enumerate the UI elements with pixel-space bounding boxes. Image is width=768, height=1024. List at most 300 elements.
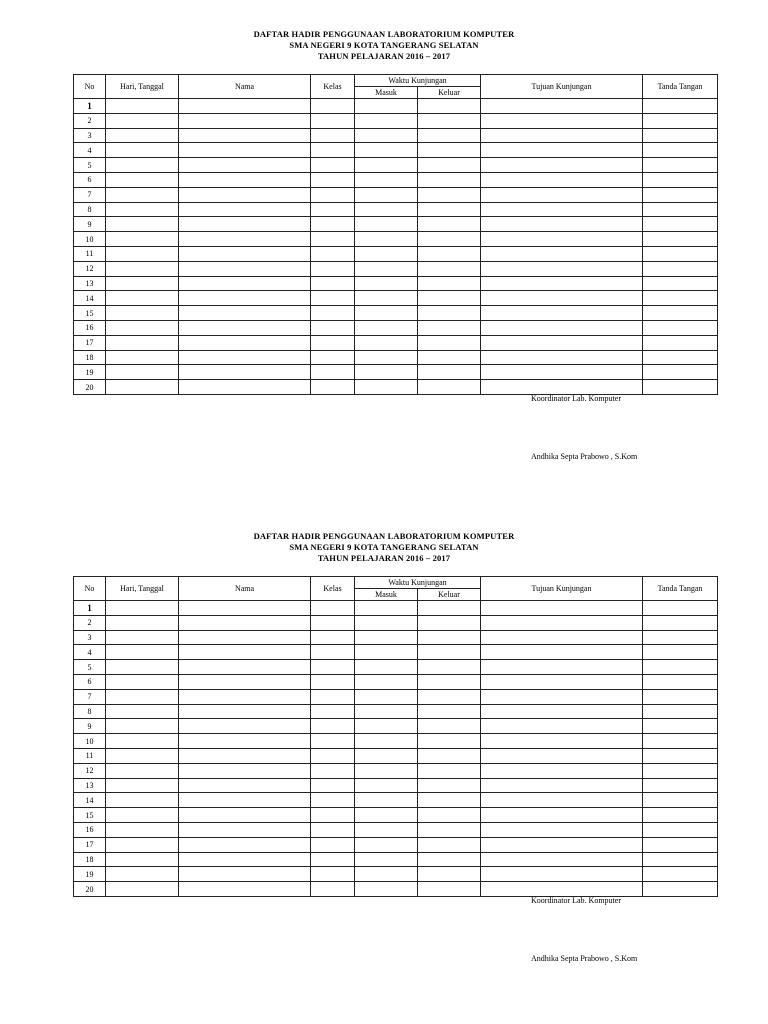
entry-cell[interactable] [179,645,311,660]
entry-cell[interactable] [418,867,481,882]
entry-cell[interactable] [106,172,179,187]
entry-cell[interactable] [418,380,481,395]
entry-cell[interactable] [179,335,311,350]
entry-cell[interactable] [355,704,418,719]
entry-cell[interactable] [418,365,481,380]
entry-cell[interactable] [643,852,718,867]
entry-cell[interactable] [355,601,418,616]
entry-cell[interactable] [311,128,355,143]
entry-cell[interactable] [643,882,718,897]
entry-cell[interactable] [311,276,355,291]
entry-cell[interactable] [106,734,179,749]
entry-cell[interactable] [418,645,481,660]
entry-cell[interactable] [179,365,311,380]
entry-cell[interactable] [179,187,311,202]
entry-cell[interactable] [311,660,355,675]
col-header-hari-tanggal: Hari, Tanggal [106,75,179,99]
entry-cell[interactable] [643,320,718,335]
entry-cell[interactable] [311,867,355,882]
entry-cell[interactable] [481,172,643,187]
entry-cell[interactable] [481,615,643,630]
entry-cell[interactable] [311,793,355,808]
entry-cell[interactable] [643,261,718,276]
entry-cell[interactable] [311,689,355,704]
entry-cell[interactable] [643,719,718,734]
entry-cell[interactable] [106,822,179,837]
entry-cell[interactable] [106,882,179,897]
entry-cell[interactable] [106,867,179,882]
entry-cell[interactable] [418,763,481,778]
entry-cell[interactable] [418,837,481,852]
row-number: 17 [74,837,106,852]
entry-cell[interactable] [179,822,311,837]
entry-cell[interactable] [481,113,643,128]
entry-cell[interactable] [481,350,643,365]
entry-cell[interactable] [418,660,481,675]
entry-cell[interactable] [311,380,355,395]
entry-cell[interactable] [355,187,418,202]
entry-cell[interactable] [179,808,311,823]
entry-cell[interactable] [106,202,179,217]
row-number: 10 [74,232,106,247]
entry-cell[interactable] [355,291,418,306]
entry-cell[interactable] [311,187,355,202]
table-row [74,778,718,793]
entry-cell[interactable] [179,601,311,616]
entry-cell[interactable] [643,232,718,247]
col-header-tanda-tangan: Tanda Tangan [643,75,718,99]
entry-cell[interactable] [179,734,311,749]
row-number: 9 [74,719,106,734]
entry-cell[interactable] [481,261,643,276]
entry-cell[interactable] [311,320,355,335]
entry-cell[interactable] [179,778,311,793]
entry-cell[interactable] [179,202,311,217]
entry-cell[interactable] [481,246,643,261]
entry-cell[interactable] [179,291,311,306]
entry-cell[interactable] [481,99,643,114]
entry-cell[interactable] [106,630,179,645]
entry-cell[interactable] [481,232,643,247]
entry-cell[interactable] [106,276,179,291]
entry-cell[interactable] [418,689,481,704]
entry-cell[interactable] [311,246,355,261]
entry-cell[interactable] [355,867,418,882]
entry-cell[interactable] [179,276,311,291]
entry-cell[interactable] [106,335,179,350]
entry-cell[interactable] [311,763,355,778]
entry-cell[interactable] [311,748,355,763]
entry-cell[interactable] [355,261,418,276]
entry-cell[interactable] [179,852,311,867]
entry-cell[interactable] [481,882,643,897]
entry-cell[interactable] [311,232,355,247]
entry-cell[interactable] [106,99,179,114]
row-number: 9 [74,217,106,232]
entry-cell[interactable] [643,867,718,882]
entry-cell[interactable] [418,674,481,689]
entry-cell[interactable] [643,172,718,187]
entry-cell[interactable] [355,748,418,763]
entry-cell[interactable] [311,217,355,232]
entry-cell[interactable] [355,719,418,734]
entry-cell[interactable] [643,645,718,660]
entry-cell[interactable] [106,793,179,808]
entry-cell[interactable] [311,261,355,276]
entry-cell[interactable] [418,232,481,247]
entry-cell[interactable] [643,217,718,232]
entry-cell[interactable] [418,748,481,763]
entry-cell[interactable] [418,99,481,114]
col-header-hari-tanggal: Hari, Tanggal [106,577,179,601]
entry-cell[interactable] [643,246,718,261]
entry-cell[interactable] [106,601,179,616]
entry-cell[interactable] [418,793,481,808]
entry-cell[interactable] [418,172,481,187]
entry-cell[interactable] [643,335,718,350]
entry-cell[interactable] [355,350,418,365]
entry-cell[interactable] [481,291,643,306]
entry-cell[interactable] [179,306,311,321]
entry-cell[interactable] [418,615,481,630]
entry-cell[interactable] [179,867,311,882]
entry-cell[interactable] [481,763,643,778]
entry-cell[interactable] [106,778,179,793]
entry-cell[interactable] [418,261,481,276]
entry-cell[interactable] [106,158,179,173]
entry-cell[interactable] [106,143,179,158]
entry-cell[interactable] [179,763,311,778]
entry-cell[interactable] [418,734,481,749]
entry-cell[interactable] [418,335,481,350]
entry-cell[interactable] [643,808,718,823]
entry-cell[interactable] [106,660,179,675]
entry-cell[interactable] [106,113,179,128]
entry-cell[interactable] [355,615,418,630]
entry-cell[interactable] [481,187,643,202]
entry-cell[interactable] [106,246,179,261]
entry-cell[interactable] [643,99,718,114]
row-number: 20 [74,882,106,897]
entry-cell[interactable] [106,674,179,689]
entry-cell[interactable] [179,113,311,128]
entry-cell[interactable] [179,217,311,232]
entry-cell[interactable] [481,660,643,675]
entry-cell[interactable] [481,852,643,867]
entry-cell[interactable] [643,202,718,217]
entry-cell[interactable] [355,128,418,143]
entry-cell[interactable] [643,674,718,689]
entry-cell[interactable] [418,187,481,202]
entry-cell[interactable] [179,172,311,187]
entry-cell[interactable] [106,852,179,867]
entry-cell[interactable] [643,187,718,202]
entry-cell[interactable] [179,261,311,276]
entry-cell[interactable] [481,143,643,158]
entry-cell[interactable] [418,808,481,823]
entry-cell[interactable] [311,704,355,719]
entry-cell[interactable] [418,113,481,128]
entry-cell[interactable] [418,202,481,217]
entry-cell[interactable] [418,246,481,261]
entry-cell[interactable] [643,158,718,173]
entry-cell[interactable] [643,660,718,675]
entry-cell[interactable] [355,246,418,261]
entry-cell[interactable] [106,232,179,247]
entry-cell[interactable] [311,99,355,114]
entry-cell[interactable] [311,882,355,897]
entry-cell[interactable] [311,630,355,645]
entry-cell[interactable] [355,837,418,852]
entry-cell[interactable] [311,143,355,158]
entry-cell[interactable] [355,99,418,114]
table-row [74,630,718,645]
entry-cell[interactable] [643,763,718,778]
entry-cell[interactable] [418,320,481,335]
entry-cell[interactable] [643,793,718,808]
entry-cell[interactable] [418,350,481,365]
entry-cell[interactable] [418,276,481,291]
entry-cell[interactable] [179,660,311,675]
entry-cell[interactable] [106,808,179,823]
entry-cell[interactable] [481,630,643,645]
entry-cell[interactable] [311,306,355,321]
entry-cell[interactable] [106,291,179,306]
entry-cell[interactable] [481,837,643,852]
entry-cell[interactable] [106,748,179,763]
entry-cell[interactable] [355,320,418,335]
entry-cell[interactable] [179,380,311,395]
entry-cell[interactable] [179,158,311,173]
entry-cell[interactable] [643,380,718,395]
entry-cell[interactable] [355,734,418,749]
entry-cell[interactable] [481,734,643,749]
entry-cell[interactable] [355,822,418,837]
entry-cell[interactable] [481,601,643,616]
entry-cell[interactable] [355,674,418,689]
entry-cell[interactable] [355,882,418,897]
entry-cell[interactable] [179,320,311,335]
entry-cell[interactable] [106,645,179,660]
entry-cell[interactable] [106,365,179,380]
entry-cell[interactable] [179,689,311,704]
entry-cell[interactable] [179,630,311,645]
entry-cell[interactable] [643,128,718,143]
entry-cell[interactable] [643,615,718,630]
entry-cell[interactable] [179,246,311,261]
entry-cell[interactable] [106,719,179,734]
entry-cell[interactable] [311,778,355,793]
entry-cell[interactable] [481,689,643,704]
entry-cell[interactable] [311,734,355,749]
entry-cell[interactable] [106,187,179,202]
entry-cell[interactable] [106,320,179,335]
signature-role: Koordinator Lab. Komputer [531,394,621,403]
entry-cell[interactable] [179,128,311,143]
entry-cell[interactable] [355,808,418,823]
entry-cell[interactable] [179,719,311,734]
entry-cell[interactable] [481,335,643,350]
entry-cell[interactable] [481,674,643,689]
entry-cell[interactable] [418,852,481,867]
entry-cell[interactable] [643,630,718,645]
entry-cell[interactable] [643,276,718,291]
entry-cell[interactable] [418,822,481,837]
entry-cell[interactable] [106,380,179,395]
entry-cell[interactable] [106,763,179,778]
entry-cell[interactable] [311,335,355,350]
entry-cell[interactable] [311,645,355,660]
entry-cell[interactable] [355,172,418,187]
entry-cell[interactable] [481,793,643,808]
entry-cell[interactable] [311,113,355,128]
entry-cell[interactable] [355,645,418,660]
row-number: 18 [74,852,106,867]
entry-cell[interactable] [355,113,418,128]
entry-cell[interactable] [179,350,311,365]
entry-cell[interactable] [481,365,643,380]
entry-cell[interactable] [311,350,355,365]
entry-cell[interactable] [643,601,718,616]
entry-cell[interactable] [418,719,481,734]
entry-cell[interactable] [179,232,311,247]
entry-cell[interactable] [643,143,718,158]
entry-cell[interactable] [355,232,418,247]
entry-cell[interactable] [643,689,718,704]
entry-cell[interactable] [355,143,418,158]
entry-cell[interactable] [355,158,418,173]
form-header [0,531,768,564]
entry-cell[interactable] [179,674,311,689]
entry-cell[interactable] [179,143,311,158]
entry-cell[interactable] [481,808,643,823]
entry-cell[interactable] [643,113,718,128]
entry-cell[interactable] [418,158,481,173]
entry-cell[interactable] [355,660,418,675]
row-number: 14 [74,291,106,306]
table-row [74,660,718,675]
entry-cell[interactable] [481,202,643,217]
entry-cell[interactable] [643,837,718,852]
entry-cell[interactable] [106,261,179,276]
entry-cell[interactable] [311,365,355,380]
entry-cell[interactable] [418,217,481,232]
entry-cell[interactable] [355,763,418,778]
entry-cell[interactable] [643,350,718,365]
entry-cell[interactable] [355,852,418,867]
entry-cell[interactable] [643,822,718,837]
entry-cell[interactable] [106,704,179,719]
entry-cell[interactable] [481,306,643,321]
entry-cell[interactable] [355,365,418,380]
entry-cell[interactable] [179,793,311,808]
entry-cell[interactable] [481,158,643,173]
entry-cell[interactable] [481,645,643,660]
entry-cell[interactable] [481,822,643,837]
entry-cell[interactable] [643,734,718,749]
entry-cell[interactable] [179,704,311,719]
entry-cell[interactable] [481,748,643,763]
entry-cell[interactable] [179,615,311,630]
entry-cell[interactable] [418,882,481,897]
entry-cell[interactable] [311,172,355,187]
entry-cell[interactable] [106,306,179,321]
entry-cell[interactable] [418,778,481,793]
entry-cell[interactable] [106,837,179,852]
entry-cell[interactable] [106,128,179,143]
entry-cell[interactable] [481,276,643,291]
entry-cell[interactable] [481,380,643,395]
entry-cell[interactable] [418,630,481,645]
table-row [74,837,718,852]
entry-cell[interactable] [179,837,311,852]
entry-cell[interactable] [418,143,481,158]
entry-cell[interactable] [643,291,718,306]
entry-cell[interactable] [481,719,643,734]
entry-cell[interactable] [418,306,481,321]
entry-cell[interactable] [481,217,643,232]
entry-cell[interactable] [355,202,418,217]
entry-cell[interactable] [643,704,718,719]
entry-cell[interactable] [418,704,481,719]
entry-cell[interactable] [355,276,418,291]
entry-cell[interactable] [311,291,355,306]
entry-cell[interactable] [311,837,355,852]
entry-cell[interactable] [481,128,643,143]
entry-cell[interactable] [418,601,481,616]
entry-cell[interactable] [311,601,355,616]
entry-cell[interactable] [418,128,481,143]
entry-cell[interactable] [643,778,718,793]
entry-cell[interactable] [643,365,718,380]
row-number: 19 [74,867,106,882]
entry-cell[interactable] [355,380,418,395]
entry-cell[interactable] [355,630,418,645]
entry-cell[interactable] [311,852,355,867]
entry-cell[interactable] [481,867,643,882]
entry-cell[interactable] [481,704,643,719]
entry-cell[interactable] [106,689,179,704]
entry-cell[interactable] [311,719,355,734]
entry-cell[interactable] [355,689,418,704]
entry-cell[interactable] [311,158,355,173]
entry-cell[interactable] [643,748,718,763]
entry-cell[interactable] [179,748,311,763]
table-row [74,704,718,719]
row-number: 6 [74,172,106,187]
entry-cell[interactable] [311,202,355,217]
entry-cell[interactable] [481,320,643,335]
entry-cell[interactable] [311,822,355,837]
entry-cell[interactable] [106,217,179,232]
entry-cell[interactable] [179,882,311,897]
entry-cell[interactable] [311,808,355,823]
entry-cell[interactable] [418,291,481,306]
entry-cell[interactable] [355,793,418,808]
entry-cell[interactable] [643,306,718,321]
entry-cell[interactable] [106,615,179,630]
entry-cell[interactable] [311,674,355,689]
entry-cell[interactable] [355,778,418,793]
entry-cell[interactable] [481,778,643,793]
entry-cell[interactable] [355,306,418,321]
entry-cell[interactable] [355,217,418,232]
col-header-waktu-kunjungan: Waktu Kunjungan [355,577,481,589]
entry-cell[interactable] [179,99,311,114]
entry-cell[interactable] [311,615,355,630]
entry-cell[interactable] [106,350,179,365]
entry-cell[interactable] [355,335,418,350]
